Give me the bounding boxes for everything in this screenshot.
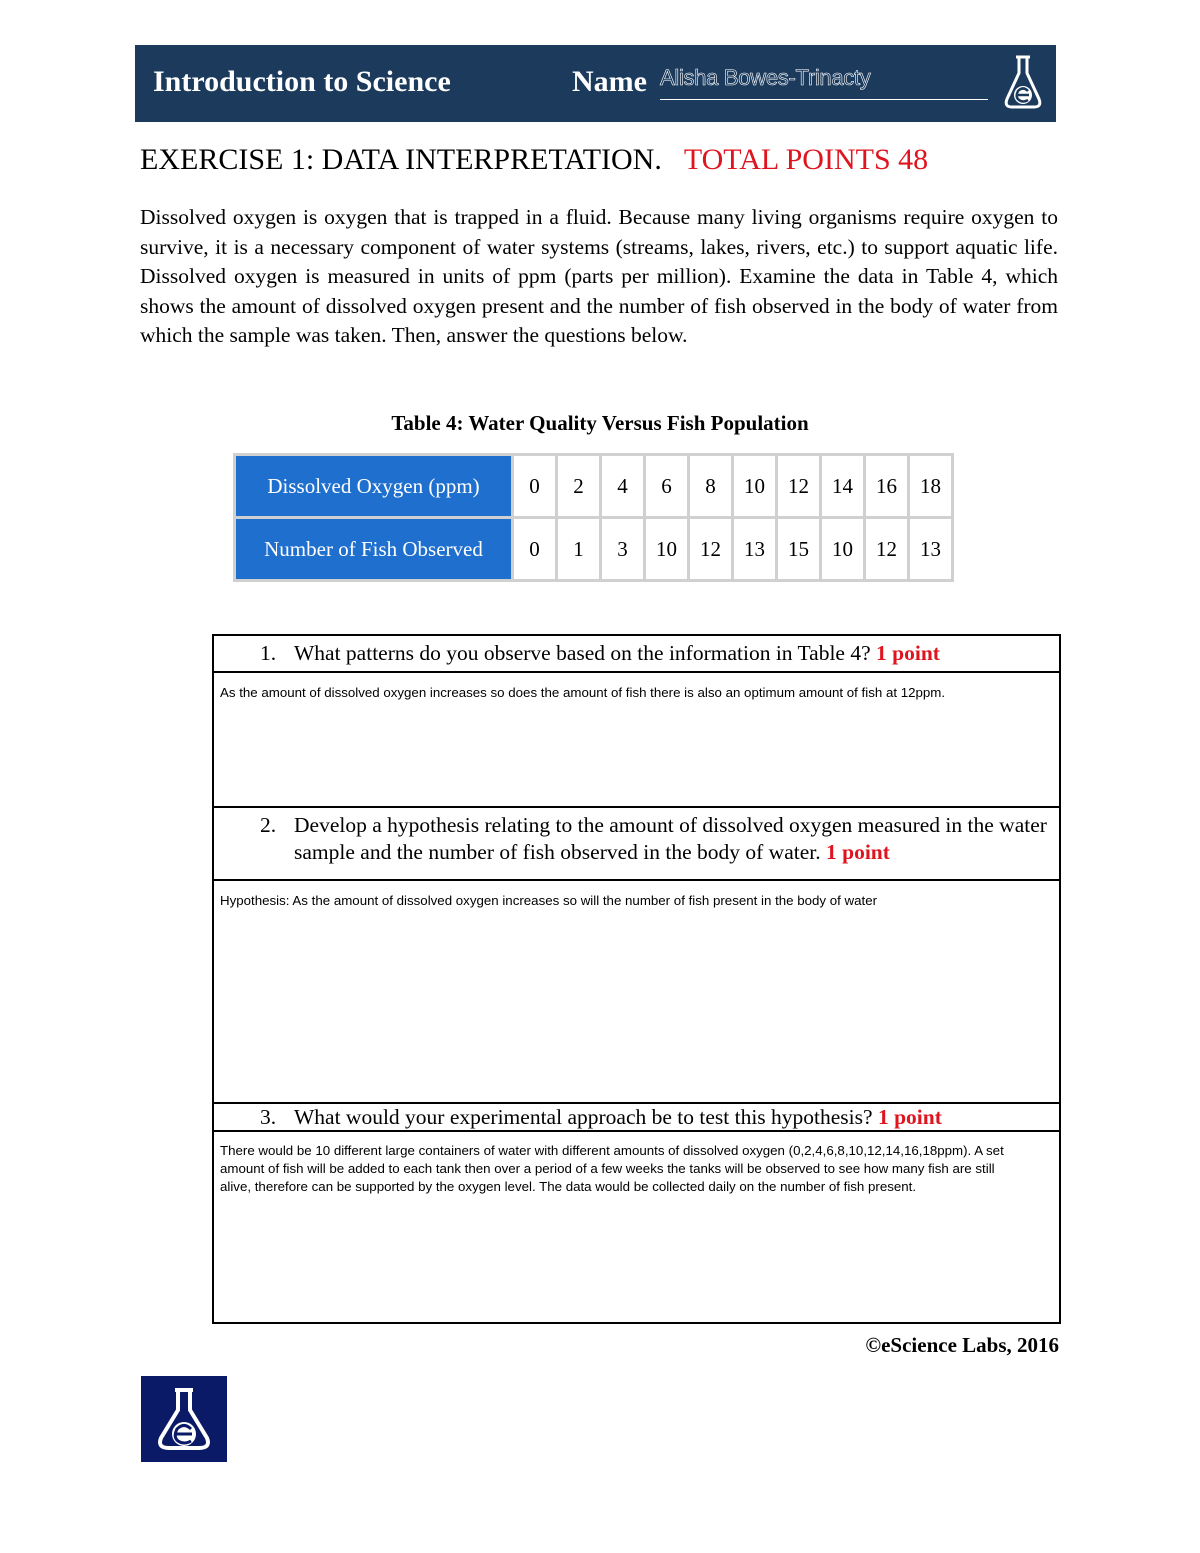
table-cell: 18 (909, 455, 953, 518)
question-1 (214, 636, 1059, 673)
name-field[interactable]: Alisha Bowes-Trinacty (660, 65, 871, 90)
total-points: TOTAL POINTS 48 (683, 143, 929, 176)
question-number: 2. (260, 813, 277, 837)
exercise-title (140, 143, 928, 177)
answer-2-text[interactable]: Hypothesis: As the amount of dissolved oxygen increases so will the number of fish present in the body of water (220, 893, 878, 908)
name-label: Name (572, 65, 647, 98)
escience-flask-logo-icon (1001, 53, 1045, 113)
table-cell: 15 (777, 518, 821, 581)
question-text (294, 640, 1049, 667)
data-table (233, 453, 954, 582)
footer-logo (141, 1376, 227, 1462)
answer-3-text[interactable]: There would be 10 different large containers of water with different amounts of dissolved oxygen (0,2,4,6,8,10,12,14,16,18ppm). A set amount of fish will be added to each tank then over a period of a few weeks the tanks will be observed to see how many fish are still alive, therefore can be supported by the oxygen level. The data would be collected daily on the number of fish present. (220, 1143, 1004, 1194)
table-cell: 12 (865, 518, 909, 581)
table-cell: 3 (601, 518, 645, 581)
copyright: ©eScience Labs, 2016 (865, 1333, 1059, 1357)
table-cell: 8 (689, 455, 733, 518)
header-banner (135, 45, 1056, 122)
question-prompt: Develop a hypothesis relating to the amount of dissolved oxygen measured in the water sample and the number of fish observed in the body of water. (294, 813, 1047, 864)
question-number: 1. (260, 641, 277, 665)
table-cell: 0 (513, 518, 557, 581)
table-caption: Table 4: Water Quality Versus Fish Population (391, 411, 809, 435)
question-3 (214, 1104, 1059, 1132)
escience-flask-logo-icon (141, 1376, 227, 1462)
table-cell: 13 (909, 518, 953, 581)
table-cell: 16 (865, 455, 909, 518)
table-cell: 2 (557, 455, 601, 518)
table-cell: 4 (601, 455, 645, 518)
question-points: 1 point (876, 641, 940, 665)
question-2 (214, 808, 1059, 881)
row-header-fish: Number of Fish Observed (235, 518, 513, 581)
intro-paragraph: Dissolved oxygen is oxygen that is trapped in a fluid. Because many living organisms require oxygen to survive, it is a necessary component of water systems (streams, lakes, rivers, etc.) to support aquatic life. Dissolved oxygen is measured in units of ppm (parts per million). Examine the data in Table 4, which shows the amount of dissolved oxygen present and the number of fish observed in the body of water from which the sample was taken. Then, answer the questions below. (140, 205, 1058, 347)
table-cell: 1 (557, 518, 601, 581)
table-cell: 14 (821, 455, 865, 518)
question-text (294, 812, 1049, 866)
answer-2-box[interactable] (214, 881, 1059, 1104)
questions-box (212, 634, 1061, 1324)
table-cell: 10 (733, 455, 777, 518)
table-cell: 0 (513, 455, 557, 518)
answer-1-box[interactable] (214, 673, 1059, 808)
table-cell: 10 (821, 518, 865, 581)
table-cell: 10 (645, 518, 689, 581)
question-points: 1 point (877, 1105, 942, 1129)
exercise-title-text: EXERCISE 1: DATA INTERPRETATION. (140, 143, 662, 176)
answer-1-text[interactable]: As the amount of dissolved oxygen increases so does the amount of fish there is also an optimum amount of fish at 12ppm. (220, 685, 946, 700)
table-cell: 13 (733, 518, 777, 581)
table-row (235, 455, 953, 518)
question-prompt: What patterns do you observe based on the information in Table 4? (294, 641, 871, 665)
question-points: 1 point (826, 840, 890, 864)
table-cell: 6 (645, 455, 689, 518)
table-cell: 12 (689, 518, 733, 581)
row-header-oxygen: Dissolved Oxygen (ppm) (235, 455, 513, 518)
question-prompt: What would your experimental approach be to test this hypothesis? (294, 1105, 873, 1129)
answer-3-box[interactable] (214, 1132, 1059, 1322)
course-title: Introduction to Science (153, 65, 451, 98)
question-text (294, 1104, 1049, 1131)
table-row (235, 518, 953, 581)
table-cell: 12 (777, 455, 821, 518)
question-number: 3. (260, 1105, 277, 1129)
